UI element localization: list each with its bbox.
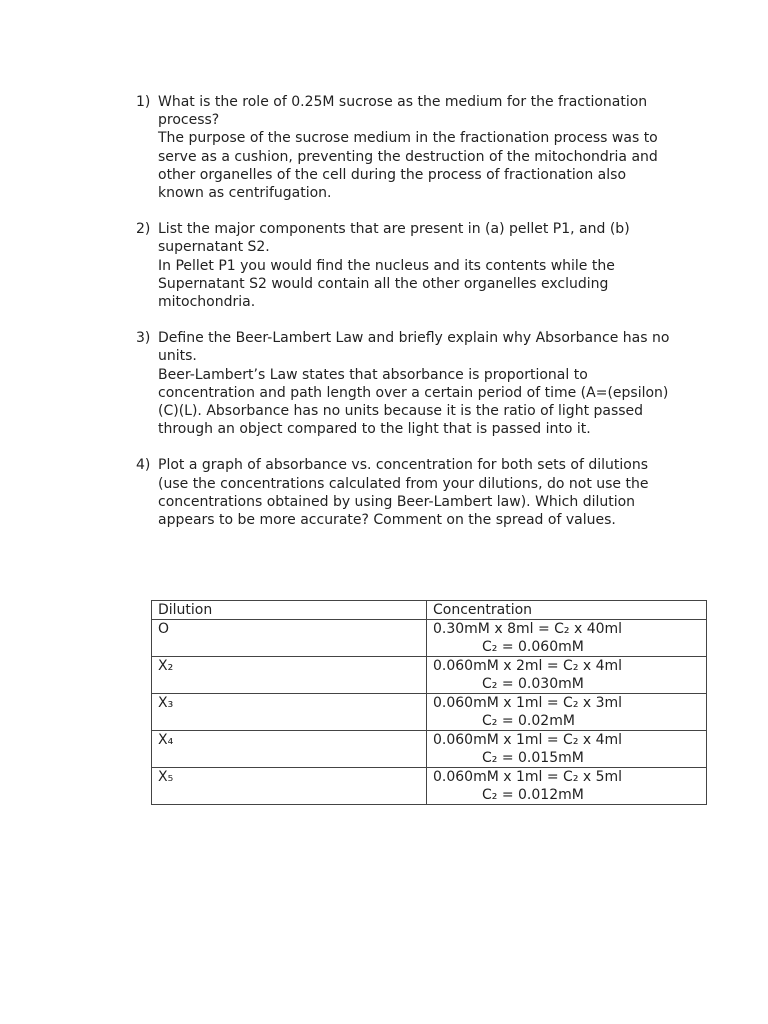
table-header-row: [152, 601, 707, 620]
question-item: [136, 456, 676, 529]
dilution-result: C₂ = 0.030mM: [482, 676, 584, 692]
question-item: [136, 220, 676, 311]
dilution-result: C₂ = 0.015mM: [482, 750, 584, 766]
dilution-result: C₂ = 0.012mM: [482, 787, 584, 803]
dilution-result: C₂ = 0.02mM: [482, 713, 575, 729]
dilution-cell: O: [152, 620, 427, 657]
question-number: 2): [136, 221, 151, 238]
dilution-equation: 0.30mM x 8ml = C₂ x 40ml: [433, 621, 623, 637]
table-row: [152, 694, 707, 731]
question-number: 4): [136, 457, 151, 474]
answer-text: Beer-Lambert’s Law states that absorbance is proportional to concentration and path length over a certain period of time (A=(epsilon)(C)(L). Absorbance has no units because it is the ratio of light passed through an object compared to the light that is passed into it.: [158, 366, 669, 438]
question-text: Define the Beer-Lambert Law and briefly explain why Absorbance has no units.: [158, 330, 670, 365]
table-row: [152, 657, 707, 694]
column-header-dilution: Dilution: [152, 601, 427, 620]
question-item: [136, 329, 676, 438]
dilution-equation: 0.060mM x 1ml = C₂ x 4ml: [433, 732, 623, 748]
dilution-equation: 0.060mM x 1ml = C₂ x 5ml: [433, 769, 623, 785]
answer-text: In Pellet P1 you would find the nucleus and its contents while the Supernatant S2 would contain all the other organelles excluding mitochondria.: [158, 257, 615, 311]
question-number: 1): [136, 94, 151, 110]
concentration-cell: [427, 694, 707, 731]
question-item: [136, 93, 676, 202]
answer-text: The purpose of the sucrose medium in the fractionation process was to serve as a cushion, preventing the destruction of the mitochondria and other organelles of the cell during the process of fractionation also known as centrifugation.: [158, 130, 658, 202]
dilution-equation: 0.060mM x 2ml = C₂ x 4ml: [433, 658, 623, 674]
table-row: [152, 768, 707, 805]
table-row: [152, 620, 707, 657]
concentration-cell: [427, 657, 707, 694]
dilution-cell: X₄: [152, 731, 427, 768]
table-row: [152, 731, 707, 768]
dilution-cell: X₃: [152, 694, 427, 731]
question-text: List the major components that are present in (a) pellet P1, and (b) supernatant S2.: [158, 221, 630, 256]
question-list: [136, 93, 676, 529]
dilution-table: [151, 600, 707, 805]
question-text: Plot a graph of absorbance vs. concentration for both sets of dilutions (use the concentrations calculated from your dilutions, do not use the concentrations obtained by using Beer-Lambert law). Which dilution appears to be more accurate? Comment on the spread of values.: [158, 457, 649, 529]
dilution-cell: X₅: [152, 768, 427, 805]
concentration-cell: [427, 620, 707, 657]
column-header-concentration: Concentration: [427, 601, 707, 620]
concentration-cell: [427, 768, 707, 805]
question-text: What is the role of 0.25M sucrose as the medium for the fractionation process?: [158, 94, 648, 129]
question-number: 3): [136, 330, 151, 347]
concentration-cell: [427, 731, 707, 768]
dilution-equation: 0.060mM x 1ml = C₂ x 3ml: [433, 695, 623, 711]
dilution-result: C₂ = 0.060mM: [482, 639, 584, 655]
dilution-cell: X₂: [152, 657, 427, 694]
